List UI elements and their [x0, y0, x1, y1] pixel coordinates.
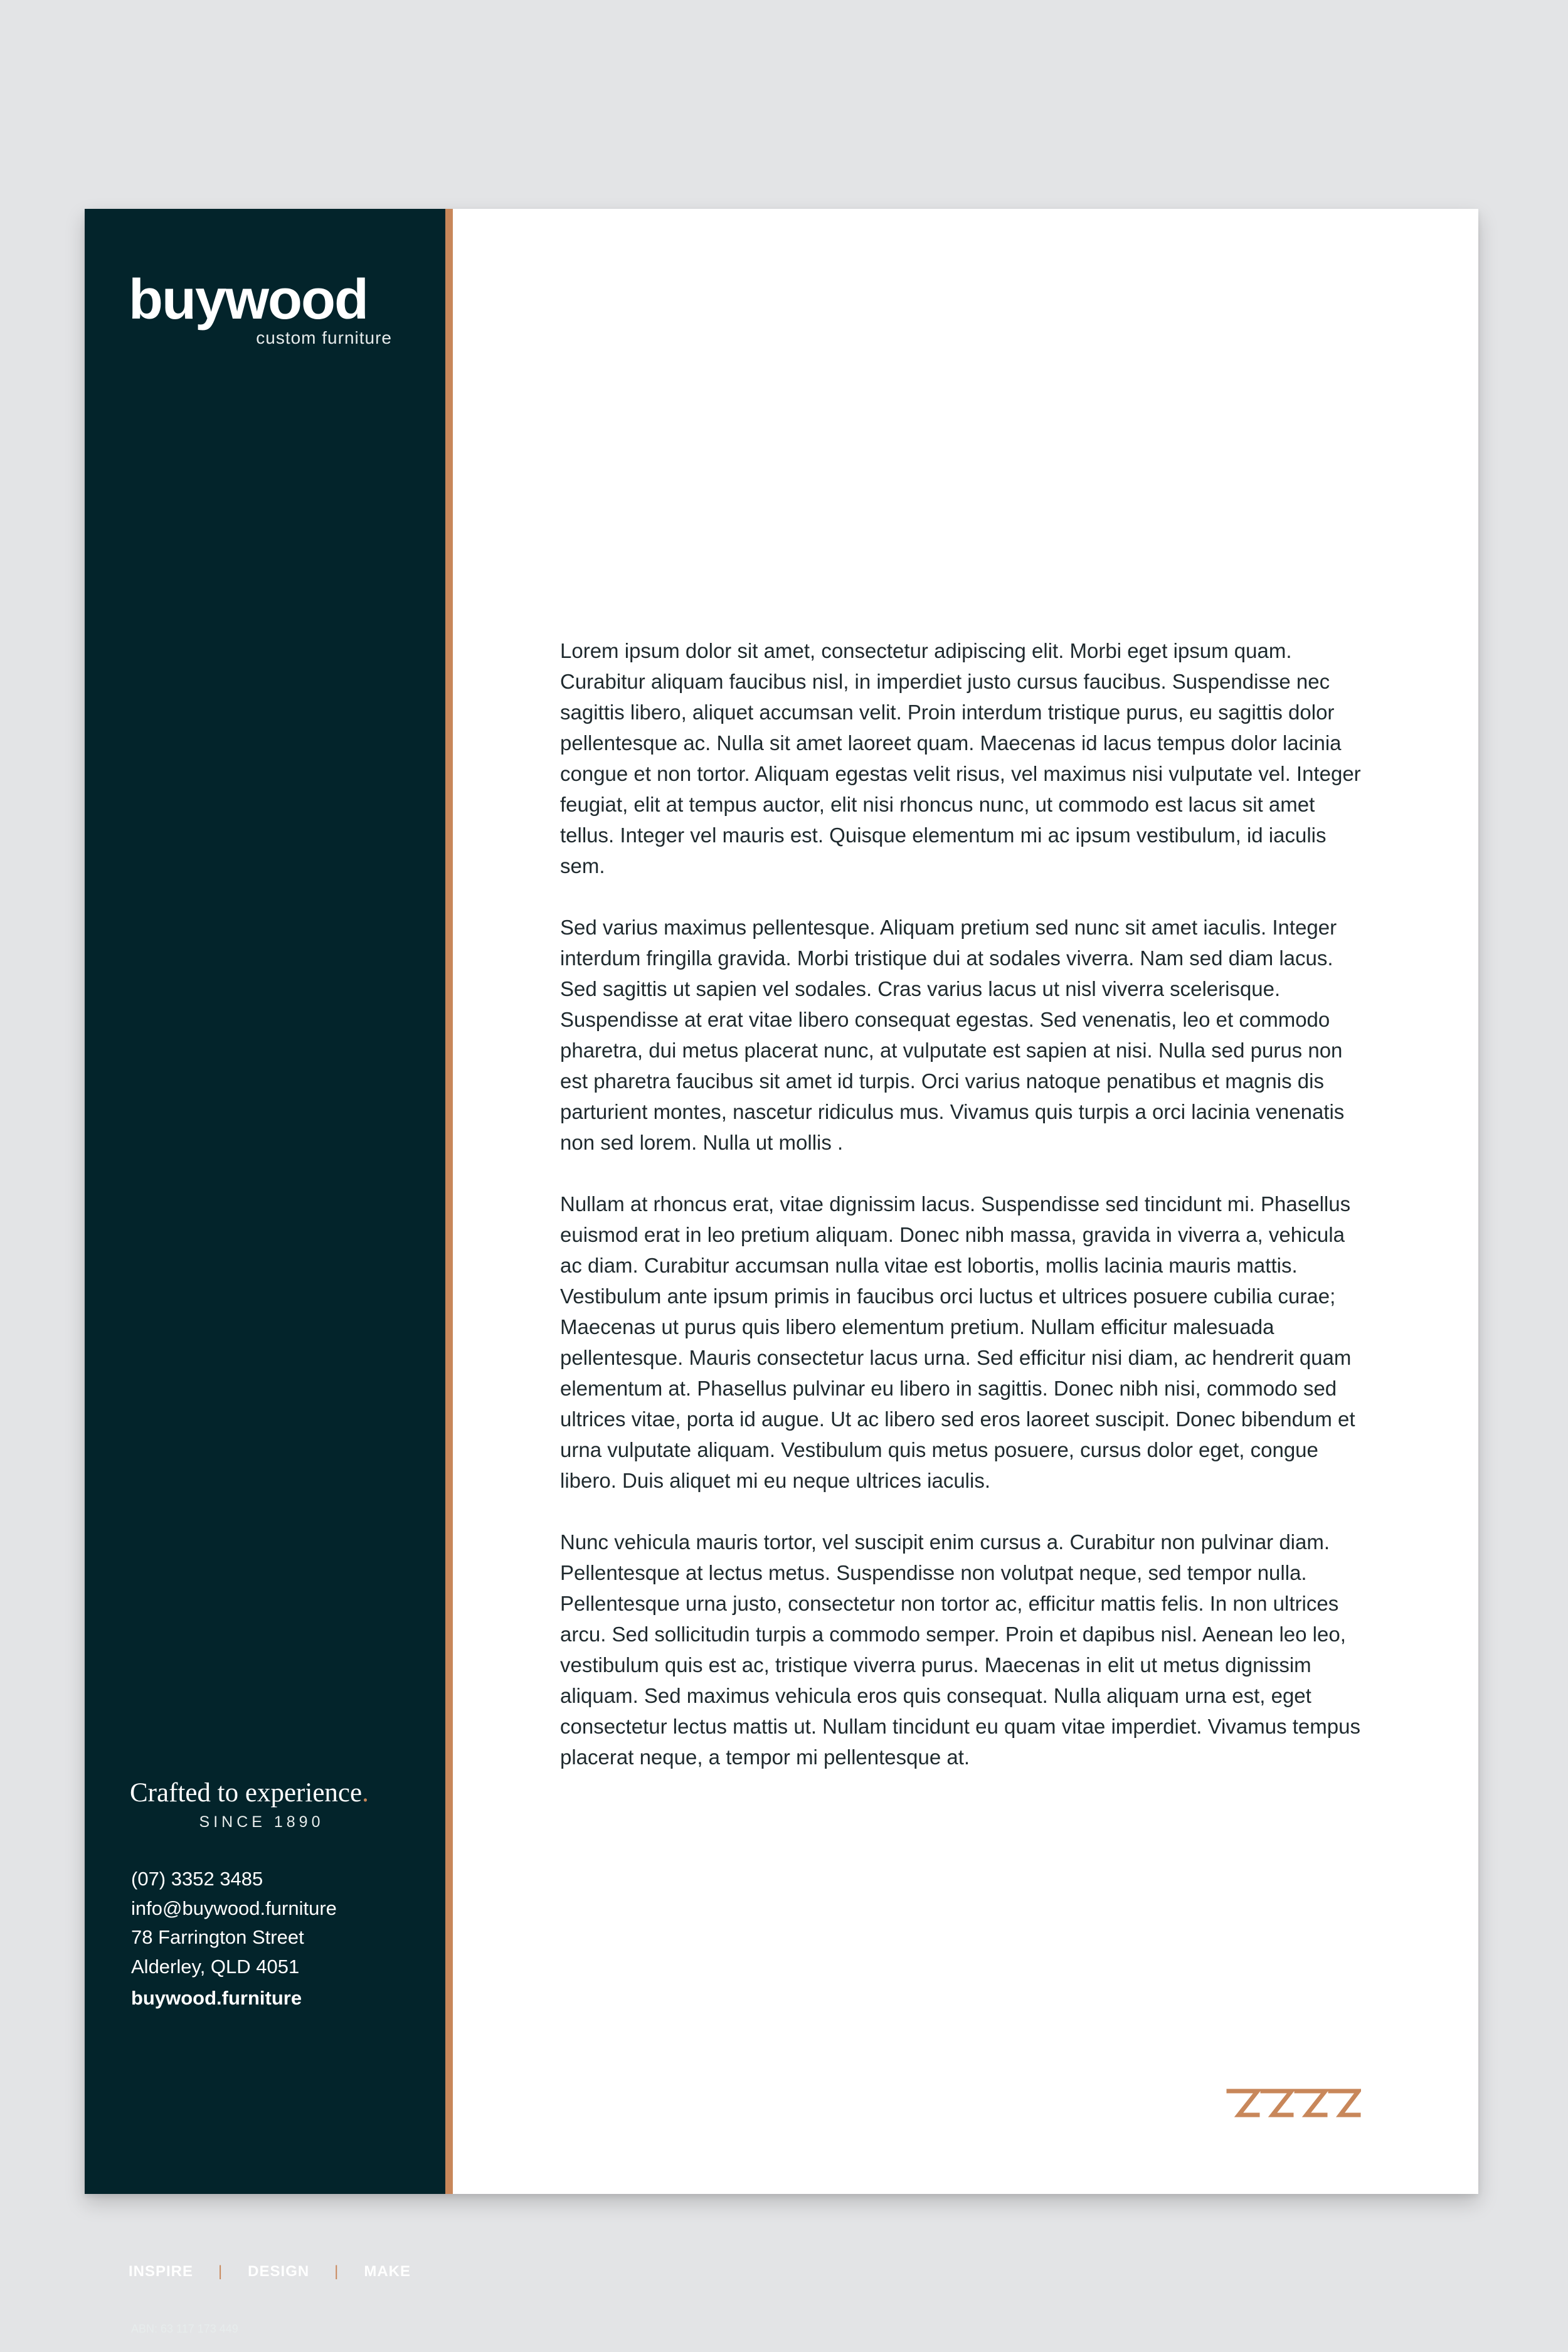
zigzag-brand-mark-icon: [1226, 2087, 1361, 2119]
brand-sidebar: [85, 209, 445, 2335]
letterhead-sheet: [85, 209, 1478, 2335]
contact-details: [131, 1865, 420, 2013]
brand-name: buywood: [129, 268, 368, 331]
contact-email: info@buywood.furniture: [131, 1897, 337, 1919]
slogan-since: SINCE 1890: [199, 1813, 324, 1831]
abn-number: ABN: 63 117 173 449: [131, 2323, 238, 2335]
letter-body: [560, 635, 1369, 1803]
sidebar-accent-stripe: [445, 209, 453, 2194]
pillar-inspire: INSPIRE: [129, 2263, 194, 2280]
letter-paragraph: Sed varius maximus pellentesque. Aliquam pretium sed nunc sit amet iaculis. Integer interdum fringilla gravida. Morbi tristique dui at sodales viverra. Nam sed diam lacus. Sed sagittis ut sapien vel sodales. Cras varius lacus ut nisl viverra scelerisque. Suspendisse at erat vitae libero consequat egestas. Sed venenatis, leo et commodo pharetra, dui metus placerat nunc, at vulputate est sapien at nisi. Nulla sed purus non est pharetra faucibus sit amet id turpis. Orci varius natoque penatibus et magnis dis parturient montes, nascetur ridiculus mus. Vivamus quis turpis a orci lacinia venenatis non sed lorem. Nulla ut mollis .: [560, 916, 1345, 1154]
contact-website: buywood.furniture: [131, 1987, 302, 2009]
slogan-text: [130, 1777, 393, 1809]
brand-pillars: [129, 2263, 411, 2280]
pillar-design: DESIGN: [248, 2263, 310, 2280]
pillar-separator: |: [218, 2263, 223, 2280]
contact-phone: (07) 3352 3485: [131, 1868, 263, 1890]
pillar-separator: |: [334, 2263, 339, 2280]
brand-tagline: custom furniture: [256, 328, 392, 347]
contact-address-line2: Alderley, QLD 4051: [131, 1955, 300, 1978]
letter-paragraph: Lorem ipsum dolor sit amet, consectetur adipiscing elit. Morbi eget ipsum quam. Curabitur aliquam faucibus nisl, in imperdiet justo cursus faucibus. Suspendisse nec sagittis libero, aliquet accumsan velit. Proin interdum tristique purus, eu sagittis dolor pellentesque ac. Nulla sit amet laoreet quam. Maecenas id lacus tempus dolor lacinia congue et non tortor. Aliquam egestas velit risus, vel maximus nisi vulputate vel. Integer feugiat, elit at tempus auctor, elit nisi rhoncus nunc, ut commodo est lacus sit amet tellus. Integer vel mauris est. Quisque elementum mi ac ipsum vestibulum, id iaculis sem.: [560, 639, 1361, 877]
slogan-punct: .: [362, 1778, 369, 1808]
slogan-block: [130, 1777, 393, 1831]
letter-paragraph: Nunc vehicula mauris tortor, vel suscipit enim cursus a. Curabitur non pulvinar diam. Pellentesque at lectus metus. Suspendisse non volutpat neque, sed tempor nulla. Pellentesque urna justo, consectetur non tortor ac, efficitur mattis felis. In non ultrices arcu. Sed sollicitudin turpis a commodo semper. Proin et dapibus nisl. Aenean leo leo, vestibulum quis est ac, tristique viverra purus. Maecenas in elit ut metus dignissim aliquam. Sed maximus vehicula eros quis consequat. Nulla aliquam urna est, eget consectetur lectus mattis ut. Nullam tincidunt eu quam vitae imperdiet. Vivamus tempus placerat neque, a tempor mi pellentesque at.: [560, 1530, 1360, 1769]
brand-logo: [129, 268, 392, 348]
pillar-make: MAKE: [364, 2263, 411, 2280]
contact-address-line1: 78 Farrington Street: [131, 1926, 304, 1948]
letter-paragraph: Nullam at rhoncus erat, vitae dignissim lacus. Suspendisse sed tincidunt mi. Phasellus euismod erat in leo pretium aliquam. Donec nibh massa, gravida in viverra a, vehicula ac diam. Curabitur accumsan nulla vitae est lobortis, mollis lacinia mauris mattis. Vestibulum ante ipsum primis in faucibus orci luctus et ultrices posuere cubilia curae; Maecenas ut purus quis libero elementum pretium. Nullam efficitur malesuada pellentesque. Mauris consectetur lacus urna. Sed efficitur nisi diam, ac hendrerit quam elementum at. Phasellus pulvinar eu libero in sagittis. Donec nibh nisi, commodo sed ultrices vitae, porta id augue. Ut ac libero sed eros laoreet suscipit. Donec bibendum et urna vulputate aliquam. Vestibulum quis metus posuere, cursus dolor eget, congue libero. Duis aliquet mi eu neque ultrices iaculis.: [560, 1192, 1355, 1492]
slogan-main: Crafted to experience: [130, 1778, 363, 1808]
